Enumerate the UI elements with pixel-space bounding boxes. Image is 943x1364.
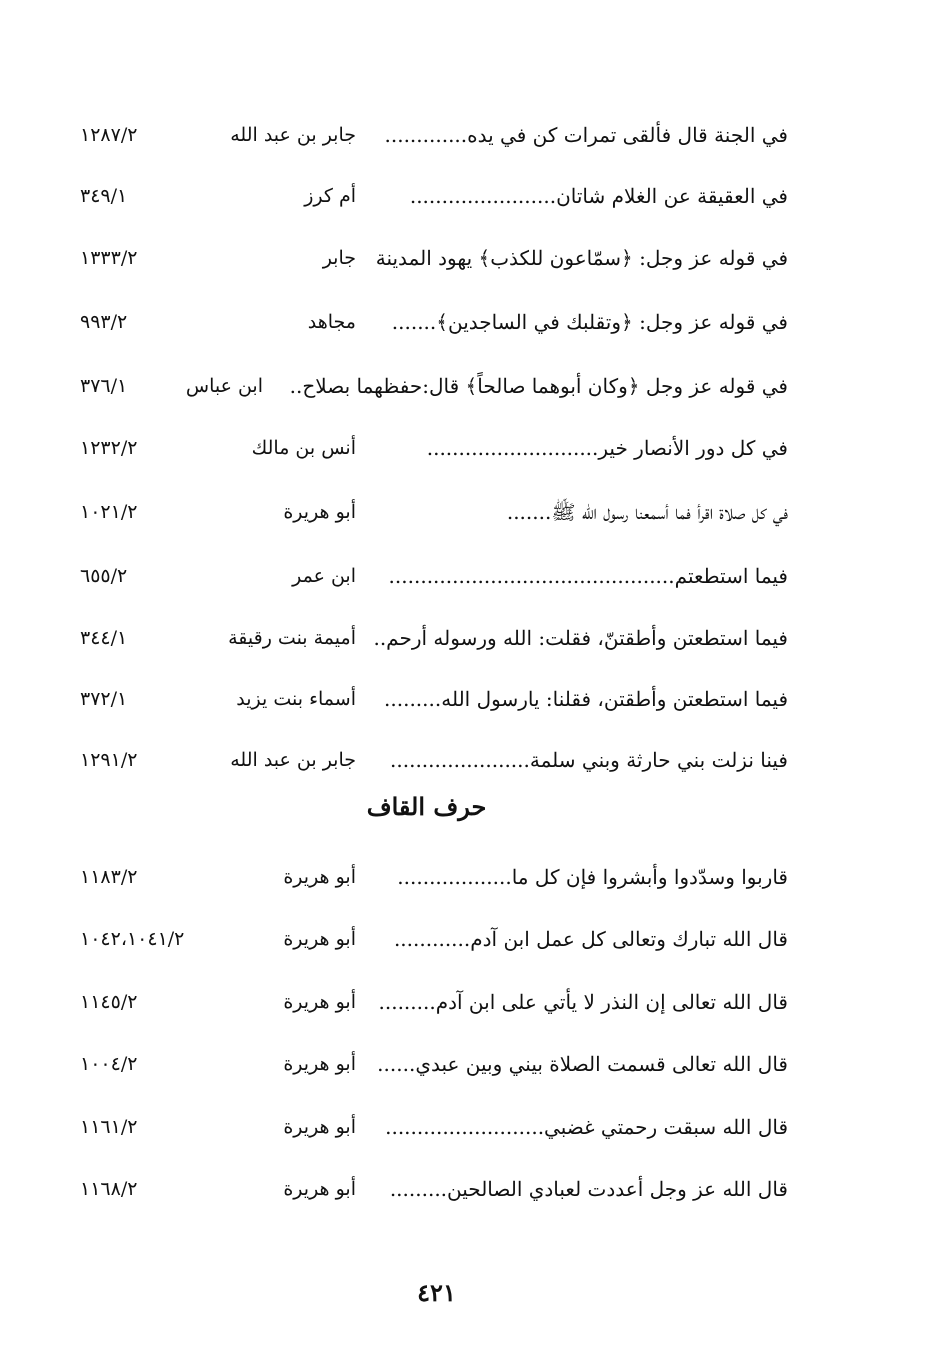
- index-entry: [0, 427, 943, 467]
- index-entry: [0, 617, 943, 657]
- volume-page-ref: ١١٦١/٢: [80, 1116, 138, 1138]
- narrator-name: أبو هريرة: [283, 866, 356, 888]
- narrator-name: أبو هريرة: [283, 991, 356, 1013]
- narrator-name: جابر بن عبد الله: [230, 124, 356, 146]
- volume-page-ref: ١٣٣٣/٢: [80, 247, 138, 269]
- volume-page-ref: ٣٧٦/١: [80, 375, 128, 397]
- index-entry: [0, 491, 943, 531]
- narrator-name: جابر بن عبد الله: [230, 749, 356, 771]
- hadith-text: فيما استطعتن وأطقتن، فقلنا: يارسول الله.........: [384, 687, 788, 711]
- index-entry: [0, 1043, 943, 1083]
- volume-page-ref: ١٢٨٧/٢: [80, 124, 138, 146]
- hadith-text: قال الله تبارك وتعالى كل عمل ابن آدم............: [393, 927, 788, 951]
- hadith-text: قال الله تعالى إن النذر لا يأتي على ابن آدم.........: [378, 990, 788, 1014]
- index-entry: [0, 555, 943, 595]
- volume-page-ref: ١٢٩١/٢: [80, 749, 138, 771]
- hadith-text: قال الله سبقت رحمتي غضبي.........................: [385, 1115, 788, 1139]
- narrator-name: جابر: [322, 247, 356, 269]
- hadith-text: في الجنة قال فألقى تمرات كن في يده.............: [384, 123, 788, 147]
- hadith-text: فينا نزلت بني حارثة وبني سلمة......................: [390, 748, 788, 772]
- narrator-name: أبو هريرة: [283, 1178, 356, 1200]
- volume-page-ref: ١١٨٣/٢: [80, 866, 138, 888]
- index-entry: [0, 237, 943, 277]
- index-entry: [0, 918, 943, 958]
- index-entry: [0, 678, 943, 718]
- volume-page-ref: ٣٤٤/١: [80, 627, 128, 649]
- narrator-name: أم كرز: [304, 185, 356, 207]
- hadith-text: فيما استطعتن وأطقتنّ، فقلت: الله ورسوله أرحم..: [373, 626, 788, 650]
- narrator-name: أبو هريرة: [283, 1116, 356, 1138]
- narrator-name: أنس بن مالك: [251, 437, 356, 459]
- page-number: ٤٢١: [417, 1278, 456, 1307]
- narrator-name: أسماء بنت يزيد: [236, 688, 356, 710]
- index-entry: [0, 981, 943, 1021]
- hadith-text: قاربوا وسدّدوا وأبشروا فإن كل ما..................: [397, 865, 788, 889]
- volume-page-ref: ١٢٣٢/٢: [80, 437, 138, 459]
- narrator-name: مجاهد: [307, 311, 356, 333]
- hadith-text: في كل صلاة اقرأ فما أسمعنا رسول الله ﷺ.......: [506, 500, 788, 524]
- index-entry: [0, 856, 943, 896]
- index-entry: [0, 365, 943, 405]
- volume-page-ref: ٣٧٢/١: [80, 688, 128, 710]
- narrator-name: ابن عباس: [185, 375, 263, 397]
- index-entry: [0, 739, 943, 779]
- hadith-text: فيما استطعتم.............................................: [388, 564, 788, 588]
- volume-page-ref: ١١٦٨/٢: [80, 1178, 138, 1200]
- hadith-text: في كل دور الأنصار خير...........................: [426, 436, 788, 460]
- narrator-name: أبو هريرة: [283, 1053, 356, 1075]
- hadith-text: في العقيقة عن الغلام شاتان.......................: [409, 184, 788, 208]
- hadith-text: قال الله تعالى قسمت الصلاة بيني وبين عبدي......: [377, 1052, 788, 1076]
- index-entry: [0, 301, 943, 341]
- index-entry: [0, 114, 943, 154]
- section-heading: حرف القاف: [366, 792, 487, 821]
- volume-page-ref: ٩٩٣/٢: [80, 311, 128, 333]
- hadith-text: قال الله عز وجل أعددت لعبادي الصالحين.........: [389, 1177, 788, 1201]
- volume-page-ref: ٣٤٩/١: [80, 185, 128, 207]
- narrator-name: أميمة بنت رقيقة: [228, 627, 356, 649]
- volume-page-ref: ٦٥٥/٢: [80, 565, 128, 587]
- narrator-name: ابن عمر: [292, 565, 356, 587]
- hadith-text: في قوله عز وجل: ﴿وتقلبك في الساجدين﴾.......: [391, 310, 788, 334]
- index-entry: [0, 175, 943, 215]
- volume-page-ref: ١١٤٥/٢: [80, 991, 138, 1013]
- volume-page-ref: ١٠٤٢،١٠٤١/٢: [80, 928, 185, 950]
- hadith-text: في قوله عز وجل: ﴿سمّاعون للكذب﴾ يهود المدينة: [375, 246, 788, 270]
- narrator-name: أبو هريرة: [283, 928, 356, 950]
- hadith-text: في قوله عز وجل ﴿وكان أبوهما صالحاً﴾ قال:حفظهما بصلاح..: [289, 374, 788, 398]
- index-entry: [0, 1106, 943, 1146]
- index-entry: [0, 1168, 943, 1208]
- narrator-name: أبو هريرة: [283, 501, 356, 523]
- volume-page-ref: ١٠٠٤/٢: [80, 1053, 138, 1075]
- volume-page-ref: ١٠٢١/٢: [80, 501, 138, 523]
